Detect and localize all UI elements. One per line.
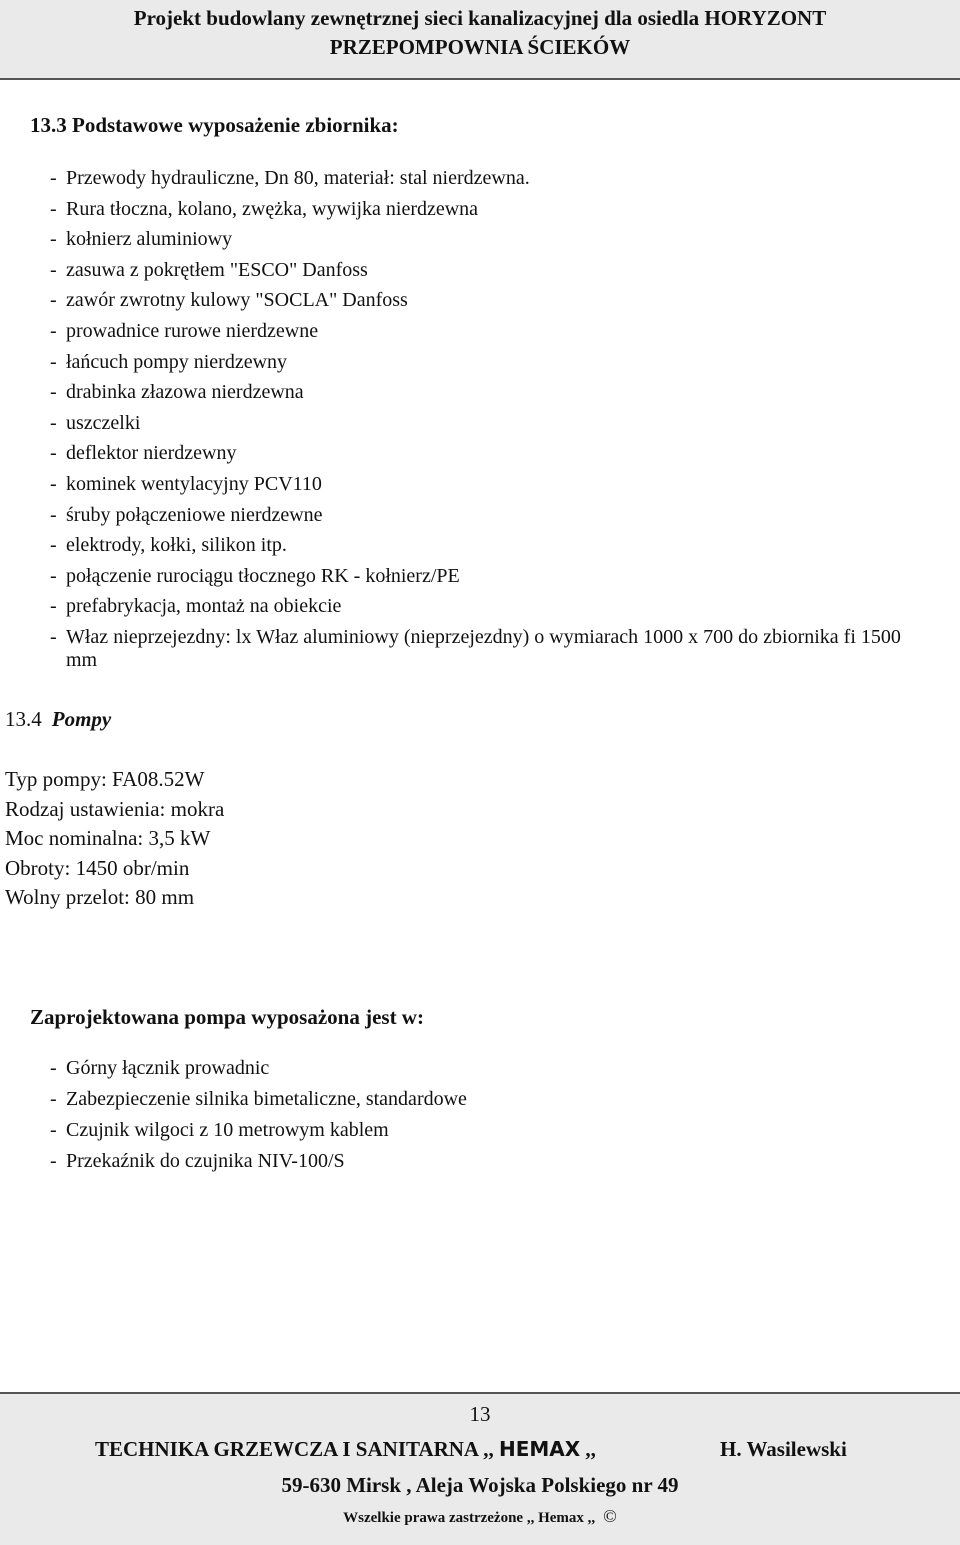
list-item: - drabinka złazowa nierdzewna xyxy=(50,377,926,408)
footer-address: 59-630 Mirsk , Aleja Wojska Polskiego nr 49 xyxy=(281,1473,679,1497)
list-item: - Przekaźnik do czujnika NIV-100/S xyxy=(50,1146,467,1177)
list-item: - Rura tłoczna, kolano, zwężka, wywijka nierdzewna xyxy=(50,194,926,225)
list-item: - deflektor nierdzewny xyxy=(50,438,926,469)
spec-line: Rodzaj ustawienia: mokra xyxy=(5,796,225,821)
list-item: - śruby połączeniowe nierdzewne xyxy=(50,500,926,531)
spec-line: Wolny przelot: 80 mm xyxy=(5,885,195,909)
page-footer xyxy=(0,1392,960,1545)
spec-line: Typ pompy: FA08.52W xyxy=(5,767,205,791)
footer-company xyxy=(95,1437,596,1462)
section-number: 13.4 xyxy=(5,707,42,731)
footer-rights xyxy=(0,1506,960,1527)
footer-person: H. Wasilewski xyxy=(720,1437,847,1461)
pump-equipment-heading: Zaprojektowana pompa wyposażona jest w: xyxy=(30,1005,424,1029)
list-item: - kołnierz aluminiowy xyxy=(50,224,926,255)
list-item: - kominek wentylacyjny PCV110 xyxy=(50,469,926,500)
list-item: - Czujnik wilgoci z 10 metrowym kablem xyxy=(50,1115,467,1146)
list-item: - Zabezpieczenie silnika bimetaliczne, standardowe xyxy=(50,1084,467,1115)
rights-text: Wszelkie prawa zastrzeżone ,, Hemax ,, xyxy=(343,1510,596,1526)
pump-equipment-list xyxy=(50,1053,467,1177)
section-title: Pompy xyxy=(51,707,112,731)
list-item: - zasuwa z pokrętłem "ESCO" Danfoss xyxy=(50,255,926,286)
company-brand: HEMAX xyxy=(498,1437,581,1461)
pump-specs xyxy=(5,765,224,913)
list-item: - Właz nieprzejezdny: lx Właz aluminiowy (nieprzejezdny) o wymiarach 1000 x 700 do zbiornika fi 1500 mm xyxy=(50,622,926,672)
list-item: - Górny łącznik prowadnic xyxy=(50,1053,467,1084)
copyright-icon: © xyxy=(603,1506,617,1526)
list-item: - prefabrykacja, montaż na obiekcie xyxy=(50,591,926,622)
list-item: - elektrody, kołki, silikon itp. xyxy=(50,530,926,561)
list-item: - Przewody hydrauliczne, Dn 80, materiał: stal nierdzewna. xyxy=(50,163,926,194)
section-13-3-heading: 13.3 Podstawowe wyposażenie zbiornika: xyxy=(30,113,399,137)
header-project-title: Projekt budowlany zewnętrznej sieci kanalizacyjnej dla osiedla HORYZONT xyxy=(133,6,827,30)
list-item: - prowadnice rurowe nierdzewne xyxy=(50,316,926,347)
spec-line: Moc nominalna: 3,5 kW xyxy=(5,826,211,850)
list-item: - zawór zwrotny kulowy "SOCLA" Danfoss xyxy=(50,285,926,316)
list-item: - uszczelki xyxy=(50,408,926,439)
company-suffix: ,, xyxy=(580,1437,596,1461)
section-13-4-heading xyxy=(5,707,111,732)
page-number: 13 xyxy=(469,1402,491,1426)
list-item: - połączenie rurociągu tłocznego RK - kołnierz/PE xyxy=(50,561,926,592)
page-header xyxy=(0,0,960,80)
list-item: - łańcuch pompy nierdzewny xyxy=(50,347,926,378)
header-subtitle: PRZEPOMPOWNIA ŚCIEKÓW xyxy=(329,35,631,59)
company-prefix: TECHNIKA GRZEWCZA I SANITARNA ,, xyxy=(95,1437,499,1461)
spec-line: Obroty: 1450 obr/min xyxy=(5,855,190,880)
tank-equipment-list xyxy=(50,163,926,672)
